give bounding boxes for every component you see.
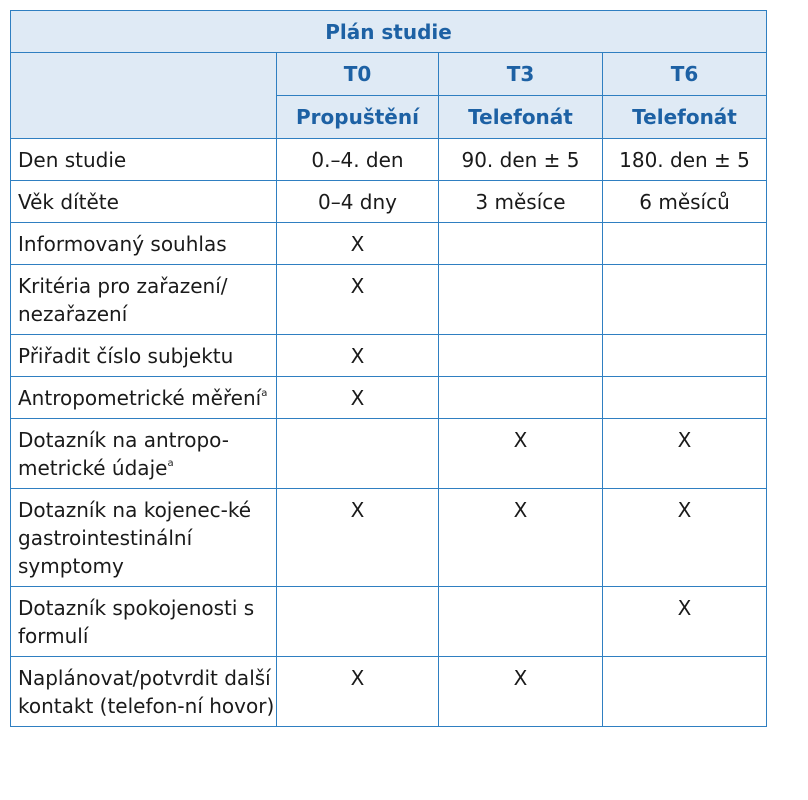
row-cell: X — [277, 377, 439, 419]
visit-code-t6: T6 — [603, 53, 767, 96]
table-row — [11, 419, 767, 489]
row-cell — [439, 587, 603, 657]
row-cell: X — [277, 223, 439, 265]
row-cell — [439, 335, 603, 377]
row-cell — [439, 223, 603, 265]
row-label: Naplánovat/potvrdit další kontakt (telefon-ní hovor) — [11, 657, 277, 727]
table-row — [11, 489, 767, 587]
row-label: Antropometrické měření$^a$ — [11, 377, 277, 419]
row-cell: X — [277, 657, 439, 727]
footnote-marker: a — [167, 458, 174, 469]
row-label: Věk dítěte — [11, 181, 277, 223]
row-label: Den studie — [11, 139, 277, 181]
row-cell — [439, 265, 603, 335]
row-cell: 3 měsíce — [439, 181, 603, 223]
row-cell: 0.–4. den — [277, 139, 439, 181]
row-cell: 90. den ± 5 — [439, 139, 603, 181]
table-row — [11, 377, 767, 419]
table-row — [11, 139, 767, 181]
row-cell — [603, 657, 767, 727]
row-cell: 6 měsíců — [603, 181, 767, 223]
row-label: Dotazník na antropo-metrické údaje$^a$ — [11, 419, 277, 489]
row-label: Informovaný souhlas — [11, 223, 277, 265]
row-cell — [603, 223, 767, 265]
visit-code-row — [11, 53, 767, 96]
row-cell — [439, 377, 603, 419]
row-cell — [603, 265, 767, 335]
row-cell: X — [603, 587, 767, 657]
study-plan-table — [10, 10, 767, 727]
footnote-marker: a — [261, 388, 268, 399]
table-row — [11, 265, 767, 335]
row-label: Přiřadit číslo subjektu — [11, 335, 277, 377]
row-label: Dotazník spokojenosti s formulí — [11, 587, 277, 657]
visit-code-t3: T3 — [439, 53, 603, 96]
row-cell: X — [603, 419, 767, 489]
row-cell: X — [439, 489, 603, 587]
row-cell: X — [277, 265, 439, 335]
visit-type-t3: Telefonát — [439, 96, 603, 139]
row-header-corner — [11, 53, 277, 139]
table-row — [11, 587, 767, 657]
table-row — [11, 181, 767, 223]
table-title-row — [11, 11, 767, 53]
row-cell: X — [277, 335, 439, 377]
row-cell — [277, 587, 439, 657]
row-cell — [603, 335, 767, 377]
row-cell: X — [439, 657, 603, 727]
table-row — [11, 335, 767, 377]
visit-code-t0: T0 — [277, 53, 439, 96]
row-label: Kritéria pro zařazení/ nezařazení — [11, 265, 277, 335]
row-cell — [603, 377, 767, 419]
row-cell: X — [439, 419, 603, 489]
row-label: Dotazník na kojenec-ké gastrointestinální symptomy — [11, 489, 277, 587]
row-cell — [277, 419, 439, 489]
table-title: Plán studie — [11, 11, 767, 53]
row-cell: X — [277, 489, 439, 587]
table-row — [11, 657, 767, 727]
study-plan-table-container — [10, 10, 766, 727]
row-cell: X — [603, 489, 767, 587]
row-cell: 180. den ± 5 — [603, 139, 767, 181]
visit-type-t6: Telefonát — [603, 96, 767, 139]
table-row — [11, 223, 767, 265]
row-cell: 0–4 dny — [277, 181, 439, 223]
visit-type-t0: Propuštění — [277, 96, 439, 139]
